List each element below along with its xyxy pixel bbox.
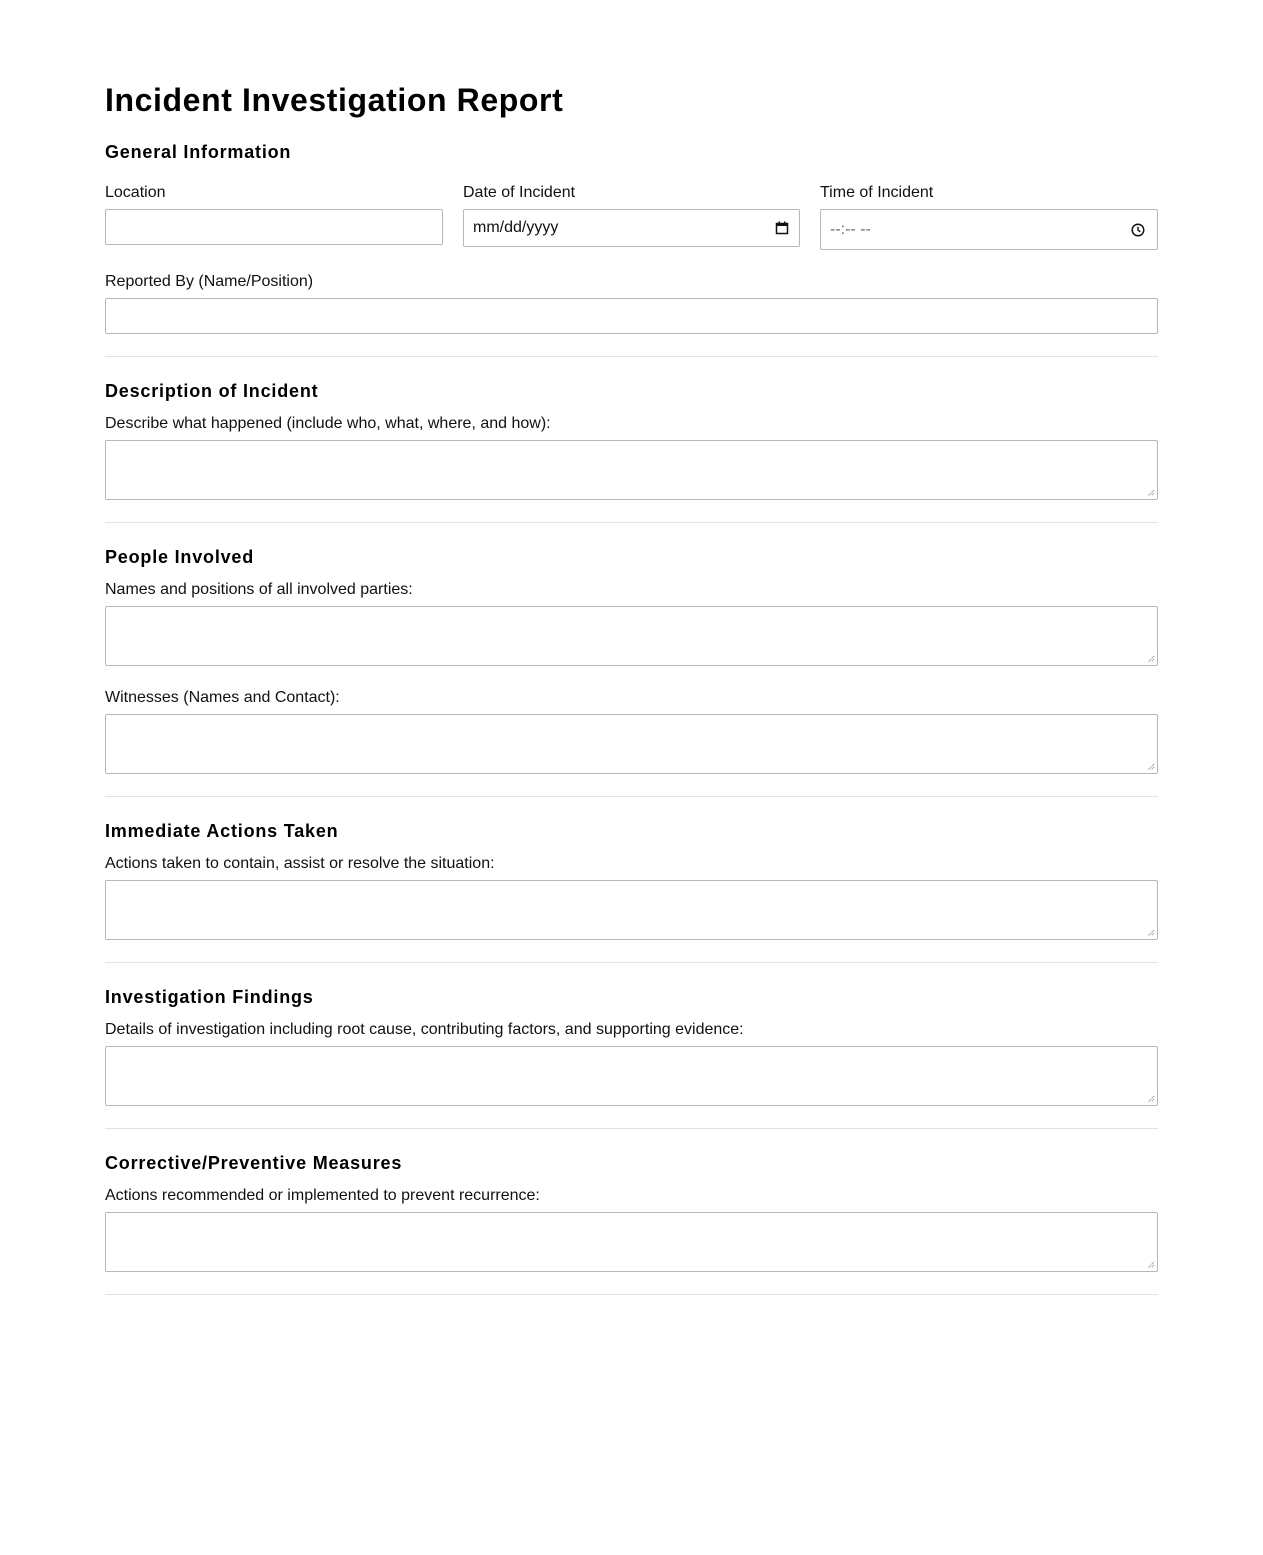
- clock-icon[interactable]: [1131, 223, 1145, 242]
- calendar-icon[interactable]: [775, 221, 789, 240]
- resize-handle-icon[interactable]: [1147, 763, 1155, 771]
- section-heading-general: General Information: [105, 142, 292, 162]
- date-input[interactable]: [463, 209, 800, 247]
- date-placeholder: mm/dd/yyyy: [473, 219, 559, 236]
- resize-handle-icon[interactable]: [1147, 929, 1155, 937]
- involved-prompt: Names and positions of all involved parties:: [105, 581, 413, 598]
- section-divider: [105, 522, 1158, 523]
- section-heading-actions: Immediate Actions Taken: [105, 821, 339, 841]
- actions-prompt: Actions taken to contain, assist or resolve the situation:: [105, 855, 495, 872]
- location-label: Location: [105, 184, 166, 201]
- time-input[interactable]: [820, 209, 1158, 250]
- section-heading-people: People Involved: [105, 547, 255, 567]
- date-label: Date of Incident: [463, 184, 576, 201]
- location-input[interactable]: [105, 209, 443, 245]
- time-label: Time of Incident: [820, 184, 934, 201]
- involved-parties-textarea[interactable]: [105, 606, 1158, 666]
- findings-textarea[interactable]: [105, 1046, 1158, 1106]
- section-heading-measures: Corrective/Preventive Measures: [105, 1153, 403, 1173]
- witnesses-prompt: Witnesses (Names and Contact):: [105, 689, 340, 706]
- section-divider: [105, 796, 1158, 797]
- section-divider: [105, 1128, 1158, 1129]
- witnesses-textarea[interactable]: [105, 714, 1158, 774]
- description-prompt: Describe what happened (include who, what, where, and how):: [105, 415, 551, 432]
- page-title: Incident Investigation Report: [105, 82, 564, 118]
- section-divider: [105, 356, 1158, 357]
- time-placeholder: --:-- --: [830, 221, 871, 238]
- resize-handle-icon[interactable]: [1147, 655, 1155, 663]
- section-heading-findings: Investigation Findings: [105, 987, 314, 1007]
- resize-handle-icon[interactable]: [1147, 1261, 1155, 1269]
- actions-textarea[interactable]: [105, 880, 1158, 940]
- measures-textarea[interactable]: [105, 1212, 1158, 1272]
- section-heading-description: Description of Incident: [105, 381, 319, 401]
- measures-prompt: Actions recommended or implemented to prevent recurrence:: [105, 1187, 540, 1204]
- section-divider: [105, 962, 1158, 963]
- description-textarea[interactable]: [105, 440, 1158, 500]
- reported-by-label: Reported By (Name/Position): [105, 273, 314, 290]
- findings-prompt: Details of investigation including root cause, contributing factors, and supporting evidence:: [105, 1021, 744, 1038]
- resize-handle-icon[interactable]: [1147, 489, 1155, 497]
- resize-handle-icon[interactable]: [1147, 1095, 1155, 1103]
- reported-by-input[interactable]: [105, 298, 1158, 334]
- section-divider: [105, 1294, 1158, 1295]
